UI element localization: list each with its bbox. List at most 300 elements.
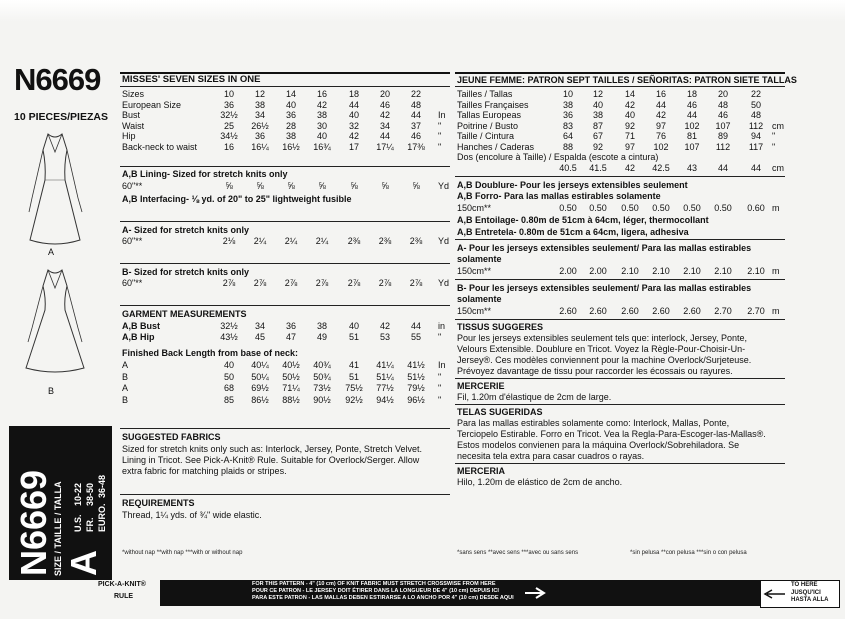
table-cell: 46 bbox=[686, 99, 698, 110]
table-cell: 2⅜ bbox=[347, 236, 361, 246]
row-label: Tailles Françaises bbox=[457, 99, 529, 110]
table-cell: ⅝ bbox=[350, 181, 358, 191]
table-cell: 38 bbox=[316, 321, 328, 331]
table-cell: 44 bbox=[655, 99, 667, 110]
table-cell: 40 bbox=[316, 131, 328, 142]
row-label: Taille / Cintura bbox=[457, 131, 515, 142]
table-cell: 48 bbox=[750, 110, 762, 121]
table-cell: 2.10 bbox=[683, 266, 701, 276]
table-cell: 50¾ bbox=[313, 371, 331, 382]
size-box-euro-sizes: 36-48 bbox=[97, 474, 107, 498]
table-cell: 51½ bbox=[407, 371, 425, 382]
footnote-en: *without nap **with nap ***with or without nap bbox=[122, 550, 243, 556]
table-cell: 16 bbox=[655, 89, 667, 99]
size-box-us: U.S. bbox=[73, 514, 83, 532]
table-cell: 36 bbox=[285, 110, 297, 121]
pattern-number: N6669 bbox=[14, 62, 101, 97]
row-label: Back-neck to waist bbox=[122, 142, 198, 152]
table-cell: 102 bbox=[653, 142, 669, 152]
table-cell: 44 bbox=[379, 131, 391, 142]
knit-stretch-rule bbox=[160, 580, 760, 606]
table-cell: 32½ bbox=[220, 321, 238, 331]
unit-label: m bbox=[772, 306, 780, 316]
table-cell: 44 bbox=[686, 110, 698, 121]
divider bbox=[455, 463, 785, 464]
table-cell: 2.00 bbox=[589, 266, 607, 276]
divider bbox=[120, 494, 450, 495]
divider bbox=[455, 319, 785, 320]
row-label: Hanches / Caderas bbox=[457, 142, 535, 152]
table-cell: 42 bbox=[316, 99, 328, 110]
table-cell: 85 bbox=[223, 394, 235, 405]
table-cell: 2⅞ bbox=[347, 278, 361, 288]
arrow-right-icon bbox=[524, 587, 550, 599]
table-cell: 88 bbox=[562, 142, 574, 152]
unit-label: m bbox=[772, 203, 780, 213]
mercerie-title: MERCERIE bbox=[457, 381, 505, 391]
telas-text: necesita tela extra para casar cuadros o rayas. bbox=[457, 451, 645, 461]
table-cell: 36 bbox=[254, 131, 266, 142]
table-cell: 41.5 bbox=[589, 163, 607, 173]
tissus-text: Velours Extensible. Doublure en Tricot. Voyez la Règle-Pour-Choisir-Un- bbox=[457, 344, 746, 354]
row-label: Waist bbox=[122, 120, 145, 131]
unit-label: m bbox=[772, 266, 780, 276]
table-cell: 22 bbox=[750, 89, 762, 99]
table-cell: 73½ bbox=[313, 383, 331, 393]
divider bbox=[455, 404, 785, 405]
table-cell: 2⅜ bbox=[378, 236, 392, 246]
table-cell: 16 bbox=[223, 142, 235, 152]
table-cell: 40¼ bbox=[251, 360, 269, 370]
table-cell: ⅝ bbox=[381, 181, 389, 191]
table-cell: 42 bbox=[624, 99, 636, 110]
size-box-us-sizes: 10-22 bbox=[73, 482, 83, 506]
table-cell: 38 bbox=[316, 110, 328, 121]
table-cell: 38 bbox=[592, 110, 604, 121]
table-cell: 48 bbox=[410, 99, 422, 110]
left-title: MISSES' SEVEN SIZES IN ONE bbox=[122, 74, 261, 85]
divider bbox=[120, 221, 450, 222]
telas-title: TELAS SUGERIDAS bbox=[457, 407, 543, 417]
table-cell: 17⅜ bbox=[407, 142, 425, 152]
table-cell: 44 bbox=[348, 99, 360, 110]
table-cell: 51 bbox=[348, 371, 360, 382]
table-cell: 36 bbox=[285, 321, 297, 331]
table-cell: 83 bbox=[562, 120, 574, 131]
size-box-fr-sizes: 38-50 bbox=[85, 482, 95, 506]
table-cell: 20 bbox=[717, 89, 729, 99]
fabric-text: extra fabric for matching plaids or stripes. bbox=[122, 466, 287, 476]
table-cell: 2.10 bbox=[621, 266, 639, 276]
table-cell: 42 bbox=[348, 131, 360, 142]
strip-line-1: FOR THIS PATTERN - 4" (10 cm) OF KNIT FABRIC MUST STRETCH CROSSWISE FROM HERE bbox=[252, 581, 496, 587]
row-label: Sizes bbox=[122, 89, 145, 99]
table-cell: 90½ bbox=[313, 394, 331, 405]
arrow-left-icon bbox=[763, 589, 787, 599]
table-cell: 92 bbox=[624, 120, 636, 131]
table-cell: 0.50 bbox=[683, 203, 701, 213]
row-label: 150cm** bbox=[457, 266, 492, 276]
unit-label: Yd bbox=[438, 181, 450, 191]
lining-title-fr: A,B Doublure- Pour les jerseys extensibles seulement bbox=[457, 180, 688, 190]
interfacing-text: A,B Interfacing- ⅛ yd. of 20" to 25" lightweight fusible bbox=[122, 194, 352, 204]
divider bbox=[120, 263, 450, 264]
table-cell: 69½ bbox=[251, 383, 269, 393]
pick-a-knit-label: PICK-A-KNIT® bbox=[98, 581, 146, 588]
unit-label: Yd bbox=[438, 236, 450, 246]
table-cell: 38 bbox=[254, 99, 266, 110]
divider bbox=[455, 239, 785, 240]
table-cell: 38 bbox=[285, 131, 297, 142]
table-cell: ⅝ bbox=[287, 181, 295, 191]
interfacing-fr: A,B Entoilage- 0.80m de 51cm à 64cm, léger, thermocollant bbox=[457, 215, 709, 225]
view-a-label: A bbox=[48, 247, 55, 257]
row-label: 60"** bbox=[122, 278, 143, 288]
unit-label: In bbox=[438, 110, 446, 121]
table-cell: 96½ bbox=[407, 394, 425, 405]
table-cell: 94½ bbox=[376, 394, 394, 405]
strip-line-3: PARA ESTE PATRON - LAS MALLAS DEBEN ESTIRARSE A LO ANCHO POR 4" (10 cm) DESDE AQUI bbox=[252, 595, 514, 601]
table-cell: 16¾ bbox=[313, 142, 331, 152]
view-a-title-es: solamente bbox=[457, 254, 502, 264]
table-cell: ⅝ bbox=[256, 181, 264, 191]
table-cell: 88½ bbox=[282, 394, 300, 405]
row-label: 150cm** bbox=[457, 203, 492, 213]
table-cell: 107 bbox=[684, 142, 700, 152]
table-cell: 20 bbox=[379, 89, 391, 99]
table-cell: 40 bbox=[624, 110, 636, 121]
table-cell: 71¼ bbox=[282, 383, 300, 393]
table-cell: 51¼ bbox=[376, 371, 394, 382]
table-cell: 89 bbox=[717, 131, 729, 142]
divider bbox=[120, 166, 450, 167]
size-box-fr: FR. bbox=[85, 517, 95, 532]
table-cell: 18 bbox=[686, 89, 698, 99]
tissus-text: Pour les jerseys extensibles seulement tels que: interlock, Jersey, Ponte, bbox=[457, 333, 747, 343]
strip-line-2: POUR CE PATRON - LE JERSEY DOIT ÉTIRER DANS LA LONGUEUR DE 4" (10 cm) DEPUIS ICI bbox=[252, 588, 499, 594]
interfacing-es: A,B Entretela- 0.80m de 51cm a 64cm, ligera, adhesiva bbox=[457, 227, 689, 237]
pick-a-knit-rule: RULE bbox=[114, 593, 134, 600]
lining-title: A,B Lining- Sized for stretch knits only bbox=[122, 169, 288, 179]
table-cell: 46 bbox=[717, 110, 729, 121]
table-cell: 40 bbox=[223, 360, 235, 370]
requirements-text: Thread, 1¼ yds. of ¾" wide elastic. bbox=[122, 510, 262, 520]
to-here-2: JUSQU'ICI bbox=[791, 589, 821, 596]
table-cell: 112 bbox=[748, 120, 764, 131]
to-here-3: HASTA ALLA bbox=[791, 597, 829, 603]
table-cell: 117 bbox=[748, 142, 764, 152]
unit-label: " bbox=[438, 142, 442, 152]
table-cell: 16½ bbox=[282, 142, 300, 152]
table-cell: 92½ bbox=[345, 394, 363, 405]
row-label: 60"** bbox=[122, 236, 143, 246]
tissus-title: TISSUS SUGGERES bbox=[457, 322, 544, 332]
footnote-es: *sin pelusa **con pelusa ***sin o con pelusa bbox=[630, 550, 747, 556]
table-cell: 2.60 bbox=[559, 306, 577, 316]
table-cell: 40 bbox=[348, 321, 360, 331]
table-cell: 17 bbox=[348, 142, 360, 152]
table-cell: 71 bbox=[624, 131, 636, 142]
unit-label: " bbox=[438, 371, 442, 382]
table-cell: 40½ bbox=[282, 360, 300, 370]
table-cell: 42.5 bbox=[652, 163, 670, 173]
merceria-title: MERCERIA bbox=[457, 466, 506, 476]
table-cell: 44 bbox=[717, 163, 729, 173]
row-label: Poitrine / Busto bbox=[457, 120, 519, 131]
table-cell: 97 bbox=[624, 142, 636, 152]
unit-label: cm bbox=[772, 120, 784, 131]
table-cell: 2.70 bbox=[747, 306, 765, 316]
table-cell: 75½ bbox=[345, 383, 363, 393]
fabric-text: Sized for stretch knits only such as: Interlock, Jersey, Ponte, Stretch Velvet. bbox=[122, 444, 422, 454]
table-cell: 0.50 bbox=[714, 203, 732, 213]
table-cell: 81 bbox=[686, 131, 698, 142]
telas-text: Para las mallas estirables solamente como: Interlock, Mallas, Ponte, bbox=[457, 418, 730, 428]
view-a-drawing bbox=[20, 128, 90, 256]
table-cell: 0.50 bbox=[621, 203, 639, 213]
table-cell: 2¼ bbox=[315, 236, 329, 246]
table-cell: 48 bbox=[717, 99, 729, 110]
table-cell: 16 bbox=[316, 89, 328, 99]
lining-title-es: A,B Forro- Para las mallas estirables solamente bbox=[457, 191, 661, 201]
divider bbox=[455, 176, 785, 177]
row-label: Tailles / Tallas bbox=[457, 89, 513, 99]
table-cell: 44 bbox=[750, 163, 762, 173]
table-cell: 67 bbox=[592, 131, 604, 142]
table-cell: 0.50 bbox=[589, 203, 607, 213]
table-cell: 38 bbox=[562, 99, 574, 110]
table-cell: 2⅞ bbox=[222, 278, 236, 288]
table-cell: 50½ bbox=[282, 371, 300, 382]
table-cell: 14 bbox=[624, 89, 636, 99]
table-cell: 45 bbox=[254, 332, 266, 342]
table-cell: 34½ bbox=[220, 131, 238, 142]
table-cell: 41½ bbox=[407, 360, 425, 370]
table-cell: 2.60 bbox=[589, 306, 607, 316]
tissus-text: Jersey®. Ces modèles conviennent pour la machine Overlock/Surjeteuse. bbox=[457, 355, 752, 365]
unit-label: " bbox=[772, 142, 776, 152]
table-cell: 17¼ bbox=[376, 142, 394, 152]
table-cell: 26½ bbox=[251, 120, 269, 131]
table-cell: 2⅞ bbox=[409, 278, 423, 288]
unit-label: In bbox=[438, 360, 446, 370]
view-b-title-fr: B- Pour les jerseys extensibles seulement/ Para las mallas estirables bbox=[457, 283, 752, 293]
table-cell: 34 bbox=[254, 110, 266, 121]
view-b-yardage-title: B- Sized for stretch knits only bbox=[122, 267, 250, 277]
table-cell: 44 bbox=[410, 110, 422, 121]
table-cell: ⅝ bbox=[225, 181, 233, 191]
table-cell: 2.00 bbox=[559, 266, 577, 276]
table-cell: 12 bbox=[254, 89, 266, 99]
row-label: A,B Bust bbox=[122, 321, 160, 331]
table-cell: 2⅞ bbox=[315, 278, 329, 288]
size-box-code: N6669 bbox=[13, 469, 54, 576]
table-cell: 40 bbox=[285, 99, 297, 110]
table-cell: 41¼ bbox=[376, 360, 394, 370]
footnote-fr: *sans sens **avec sens ***avec ou sans sens bbox=[457, 550, 579, 556]
table-cell: 32½ bbox=[220, 110, 238, 121]
table-cell: 112 bbox=[715, 142, 731, 152]
back-length-title: Finished Back Length from base of neck: bbox=[122, 348, 299, 358]
table-cell: 46 bbox=[410, 131, 422, 142]
table-cell: 44 bbox=[410, 321, 422, 331]
table-cell: 50 bbox=[750, 99, 762, 110]
unit-label: Yd bbox=[438, 278, 450, 288]
table-cell: 42 bbox=[379, 321, 391, 331]
table-cell: 2.10 bbox=[747, 266, 765, 276]
table-cell: 77½ bbox=[376, 383, 394, 393]
table-cell: 25 bbox=[223, 120, 235, 131]
table-cell: 22 bbox=[410, 89, 422, 99]
table-cell: 0.50 bbox=[559, 203, 577, 213]
row-label: A bbox=[122, 383, 129, 393]
size-box bbox=[9, 426, 112, 580]
mercerie-text: Fil, 1.20m d'élastique de 2cm de large. bbox=[457, 392, 612, 402]
table-cell: 16¼ bbox=[251, 142, 269, 152]
row-label: A,B Hip bbox=[122, 332, 155, 342]
table-cell: 32 bbox=[348, 120, 360, 131]
telas-text: Estos modelos convienen para la máquina Overlock/Sobrehiladora. Se bbox=[457, 440, 740, 450]
table-cell: 36 bbox=[223, 99, 235, 110]
table-cell: 102 bbox=[684, 120, 700, 131]
table-cell: 49 bbox=[316, 332, 328, 342]
table-cell: 2.60 bbox=[652, 306, 670, 316]
table-cell: 51 bbox=[348, 332, 360, 342]
suggested-fabrics-title: SUGGESTED FABRICS bbox=[122, 432, 221, 442]
merceria-text: Hilo, 1.20m de elástico de 2cm de ancho. bbox=[457, 477, 623, 487]
divider bbox=[455, 378, 785, 379]
row-label: B bbox=[122, 371, 129, 382]
table-cell: 0.50 bbox=[652, 203, 670, 213]
table-cell: 30 bbox=[316, 120, 328, 131]
table-cell: 18 bbox=[348, 89, 360, 99]
row-label: A bbox=[122, 360, 129, 370]
unit-label: " bbox=[438, 120, 442, 131]
requirements-title: REQUIREMENTS bbox=[122, 498, 195, 508]
view-b-label: B bbox=[48, 386, 55, 396]
table-cell: 40¾ bbox=[313, 360, 331, 370]
torn-edge bbox=[0, 0, 845, 22]
table-cell: 64 bbox=[562, 131, 574, 142]
tissus-text: Prévoyez davantage de tissu pour raccorder les écossais ou rayures. bbox=[457, 366, 733, 376]
table-cell: 10 bbox=[223, 89, 235, 99]
table-cell: 2.60 bbox=[683, 306, 701, 316]
table-cell: 0.60 bbox=[747, 203, 765, 213]
table-cell: 107 bbox=[715, 120, 731, 131]
table-cell: ⅝ bbox=[318, 181, 326, 191]
table-cell: 55 bbox=[410, 332, 422, 342]
unit-label: in bbox=[438, 321, 446, 331]
divider bbox=[455, 279, 785, 280]
table-cell: 50¼ bbox=[251, 371, 269, 382]
table-cell: 34 bbox=[379, 120, 391, 131]
table-cell: 87 bbox=[592, 120, 604, 131]
table-cell: 40.5 bbox=[559, 163, 577, 173]
table-cell: 2¼ bbox=[253, 236, 267, 246]
table-cell: 94 bbox=[750, 131, 762, 142]
fabric-text: Lining in Tricot. See Pick-A-Knit® Rule. Suitable for Overlock/Serger. Allow bbox=[122, 455, 420, 465]
table-cell: 47 bbox=[285, 332, 297, 342]
table-cell: 42 bbox=[624, 163, 636, 173]
table-cell: 79½ bbox=[407, 383, 425, 393]
table-cell: 28 bbox=[285, 120, 297, 131]
row-label: Bust bbox=[122, 110, 141, 121]
table-cell: 2.60 bbox=[621, 306, 639, 316]
divider bbox=[120, 305, 450, 306]
pieces-count: 10 PIECES/PIEZAS bbox=[14, 111, 108, 123]
table-cell: 50 bbox=[223, 371, 235, 382]
table-cell: 43 bbox=[686, 163, 698, 173]
unit-label: " bbox=[438, 383, 442, 393]
size-box-label: SIZE / TAILLE / TALLA bbox=[53, 481, 63, 576]
table-cell: 2⅞ bbox=[378, 278, 392, 288]
table-cell: 40 bbox=[592, 99, 604, 110]
table-cell: 68 bbox=[223, 383, 235, 393]
unit-label: " bbox=[438, 332, 442, 342]
table-cell: 42 bbox=[655, 110, 667, 121]
divider bbox=[120, 428, 450, 429]
table-cell: 43½ bbox=[220, 332, 238, 342]
unit-label: " bbox=[772, 131, 776, 142]
table-cell: 2⅞ bbox=[253, 278, 267, 288]
table-cell: 2⅞ bbox=[284, 278, 298, 288]
table-cell: 46 bbox=[379, 99, 391, 110]
view-a-yardage-title: A- Sized for stretch knits only bbox=[122, 225, 250, 235]
view-b-title-es: solamente bbox=[457, 294, 502, 304]
row-label: European Size bbox=[122, 99, 182, 110]
unit-label: cm bbox=[772, 163, 784, 173]
table-cell: 41 bbox=[348, 360, 360, 370]
table-cell: 2⅜ bbox=[409, 236, 423, 246]
table-cell: ⅝ bbox=[412, 181, 420, 191]
table-cell: 92 bbox=[592, 142, 604, 152]
table-cell: 10 bbox=[562, 89, 574, 99]
table-cell: 53 bbox=[379, 332, 391, 342]
size-box-euro: EURO. bbox=[97, 503, 107, 532]
back-length-label: Dos (encolure à Taille) / Espalda (escote a cintura) bbox=[457, 152, 659, 162]
view-b-drawing bbox=[18, 266, 92, 378]
right-title: JEUNE FEMME: PATRON SEPT TAILLES / SEÑORITAS: PATRON SIETE TALLAS bbox=[457, 75, 797, 85]
table-cell: 42 bbox=[379, 110, 391, 121]
row-label: 60"** bbox=[122, 181, 143, 191]
table-cell: 40 bbox=[348, 110, 360, 121]
row-label: 150cm** bbox=[457, 306, 492, 316]
view-a-title-fr: A- Pour les jerseys extensibles seulement/ Para las mallas estirables bbox=[457, 243, 752, 253]
size-box-letter: A bbox=[63, 550, 104, 576]
table-cell: 2¼ bbox=[284, 236, 298, 246]
row-label: B bbox=[122, 394, 129, 405]
table-cell: 37 bbox=[410, 120, 422, 131]
table-cell: 34 bbox=[254, 321, 266, 331]
garment-measurements-title: GARMENT MEASUREMENTS bbox=[122, 309, 247, 319]
row-label: Tallas Europeas bbox=[457, 110, 522, 121]
table-cell: 2.10 bbox=[652, 266, 670, 276]
to-here-box bbox=[760, 580, 840, 608]
table-cell: 36 bbox=[562, 110, 574, 121]
table-cell: 97 bbox=[655, 120, 667, 131]
unit-label: " bbox=[438, 394, 442, 405]
table-cell: 12 bbox=[592, 89, 604, 99]
table-cell: 2.70 bbox=[714, 306, 732, 316]
table-cell: 2⅛ bbox=[222, 236, 236, 246]
telas-text: Terciopelo Estirable. Forro en Tricot. Vea la Regla-Para-Escoger-las-Mallas®. bbox=[457, 429, 766, 439]
row-label: Hip bbox=[122, 131, 136, 142]
to-here-1: TO HERE bbox=[791, 582, 818, 588]
table-cell: 2.10 bbox=[714, 266, 732, 276]
table-cell: 76 bbox=[655, 131, 667, 142]
table-cell: 86½ bbox=[251, 394, 269, 405]
table-cell: 14 bbox=[285, 89, 297, 99]
